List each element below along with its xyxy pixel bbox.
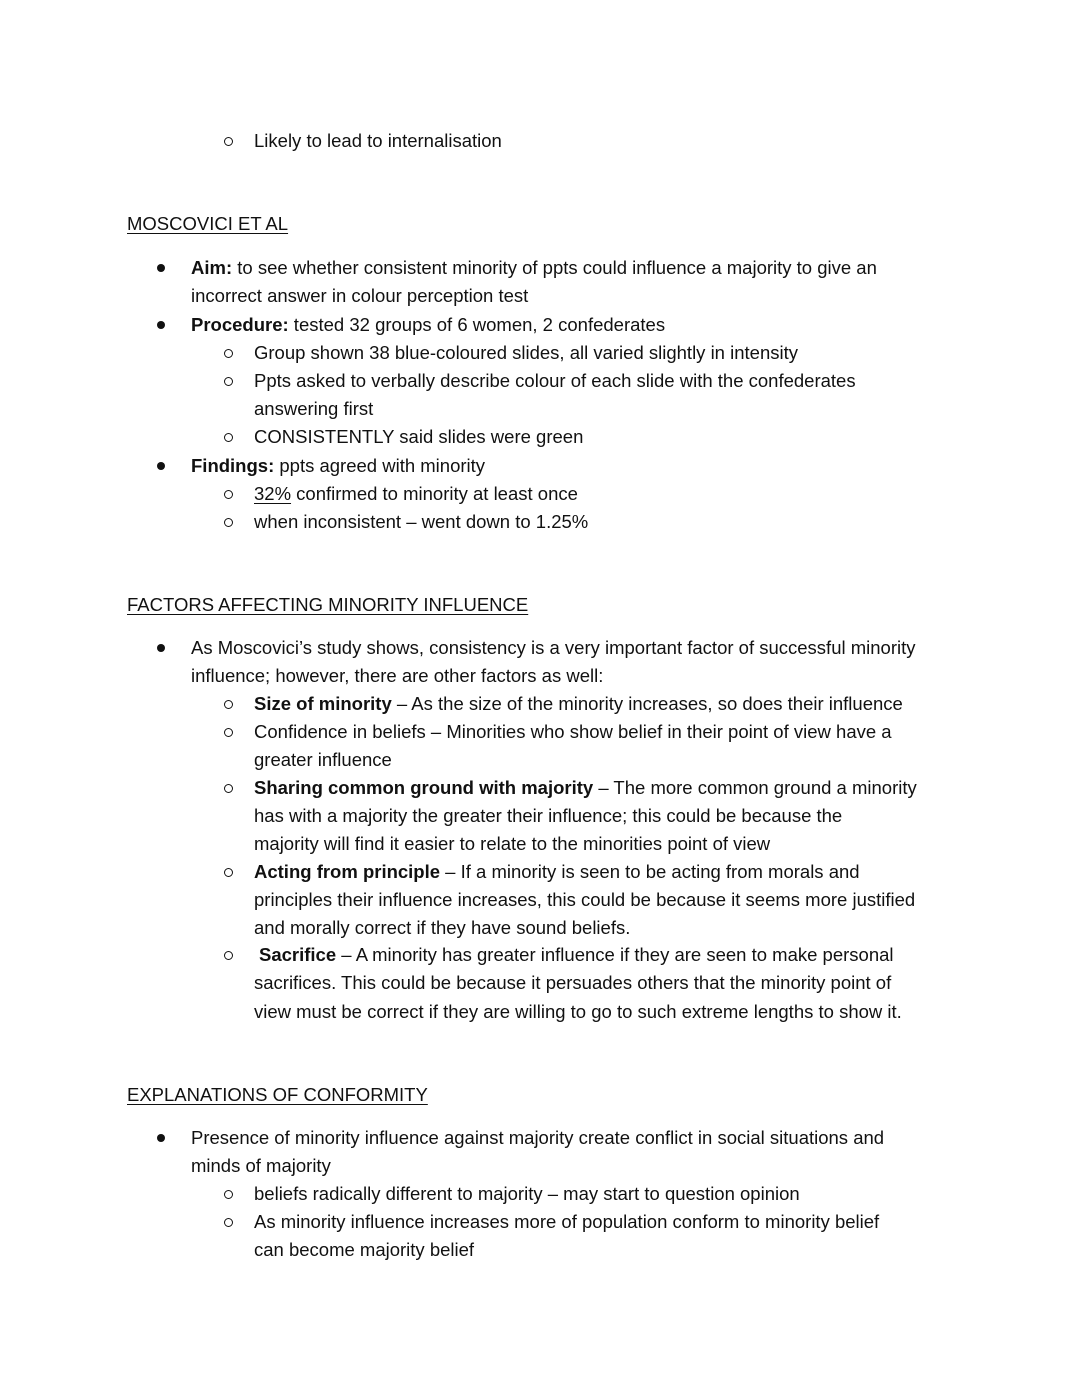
sub-bullet-icon	[224, 728, 233, 737]
sub-bullet-icon	[224, 349, 233, 358]
bullet-icon	[157, 462, 165, 470]
findings-sub-text: confirmed to minority at least once	[291, 483, 578, 504]
findings-percentage: 32%	[254, 483, 292, 504]
acting-text: – If a minority is seen to be acting from morals and	[440, 861, 860, 882]
list-item: As Moscovici’s study shows, consistency is a very important factor of successful minority	[191, 637, 916, 658]
sub-bullet-icon	[224, 700, 233, 709]
sacrifice-text: – A minority has greater influence if they are seen to make personal	[336, 944, 894, 965]
sub-bullet-icon	[224, 433, 233, 442]
list-item-continuation: influence; however, there are other factors as well:	[191, 665, 604, 686]
size-label: Size of minority	[254, 693, 392, 714]
bullet-icon	[157, 321, 165, 329]
sacrifice-label: Sacrifice	[259, 944, 337, 965]
sub-list-item-continuation: principles their influence increases, this could be because it seems more justified	[254, 889, 916, 910]
sub-bullet-icon	[224, 137, 233, 146]
sub-bullet-icon	[224, 868, 233, 877]
list-item-aim	[191, 256, 877, 280]
sub-list-item: Ppts asked to verbally describe colour of each slide with the confederates	[254, 370, 856, 391]
sub-bullet-icon	[224, 951, 233, 960]
sub-bullet-icon	[224, 1190, 233, 1199]
list-item-procedure	[191, 313, 665, 337]
sub-list-item-continuation: greater influence	[254, 749, 392, 770]
acting-label: Acting from principle	[254, 861, 441, 882]
sub-list-item: beliefs radically different to majority – may start to question opinion	[254, 1183, 800, 1204]
sub-list-item-sacrifice	[259, 943, 894, 967]
sub-list-item-continuation: can become majority belief	[254, 1239, 475, 1260]
sub-bullet-icon	[224, 1218, 233, 1227]
section-heading-moscovici: MOSCOVICI ET AL	[127, 213, 289, 234]
sub-list-item: CONSISTENTLY said slides were green	[254, 426, 584, 447]
sub-list-item-acting	[254, 860, 860, 884]
findings-text: ppts agreed with minority	[274, 455, 486, 476]
section-heading-factors: FACTORS AFFECTING MINORITY INFLUENCE	[127, 594, 529, 615]
bullet-icon	[157, 644, 165, 652]
list-item: Presence of minority influence against majority create conflict in social situations and	[191, 1127, 885, 1148]
sub-bullet-icon	[224, 518, 233, 527]
sub-list-item-confidence: Confidence in beliefs – Minorities who show belief in their point of view have a	[254, 721, 892, 742]
sharing-label: Sharing common ground with majority	[254, 777, 594, 798]
sub-list-item: when inconsistent – went down to 1.25%	[254, 511, 589, 532]
sub-list-item-sharing	[254, 776, 917, 800]
sub-list-item: As minority influence increases more of population conform to minority belief	[254, 1211, 880, 1232]
bullet-icon	[157, 264, 165, 272]
sub-list-item-continuation: and morally correct if they have sound beliefs.	[254, 917, 631, 938]
sub-list-item: Group shown 38 blue-coloured slides, all varied slightly in intensity	[254, 342, 798, 363]
aim-label: Aim:	[191, 257, 233, 278]
sub-bullet-icon	[224, 784, 233, 793]
sub-list-item-continuation: has with a majority the greater their influence; this could be because the	[254, 805, 843, 826]
bullet-icon	[157, 1134, 165, 1142]
sub-list-item-continuation: sacrifices. This could be because it persuades others that the minority point of	[254, 972, 892, 993]
sub-list-item-continuation: majority will find it easier to relate to the minorities point of view	[254, 833, 771, 854]
size-text: – As the size of the minority increases, so does their influence	[391, 693, 903, 714]
procedure-label: Procedure:	[191, 314, 289, 335]
list-item-continuation: incorrect answer in colour perception test	[191, 285, 529, 306]
sub-list-item	[254, 482, 578, 506]
section-heading-explanations: EXPLANATIONS OF CONFORMITY	[127, 1084, 428, 1105]
list-item: Likely to lead to internalisation	[254, 130, 502, 151]
sub-bullet-icon	[224, 490, 233, 499]
sub-list-item-continuation: view must be correct if they are willing to go to such extreme lengths to show it.	[254, 1001, 902, 1022]
list-item-continuation: minds of majority	[191, 1155, 331, 1176]
findings-label: Findings:	[191, 455, 275, 476]
sub-list-item-continuation: answering first	[254, 398, 374, 419]
sub-bullet-icon	[224, 377, 233, 386]
aim-text: to see whether consistent minority of ppts could influence a majority to give an	[232, 257, 877, 278]
sub-list-item-size	[254, 692, 903, 716]
sharing-text: – The more common ground a minority	[593, 777, 917, 798]
list-item-findings	[191, 454, 485, 478]
procedure-text: tested 32 groups of 6 women, 2 confederates	[288, 314, 666, 335]
